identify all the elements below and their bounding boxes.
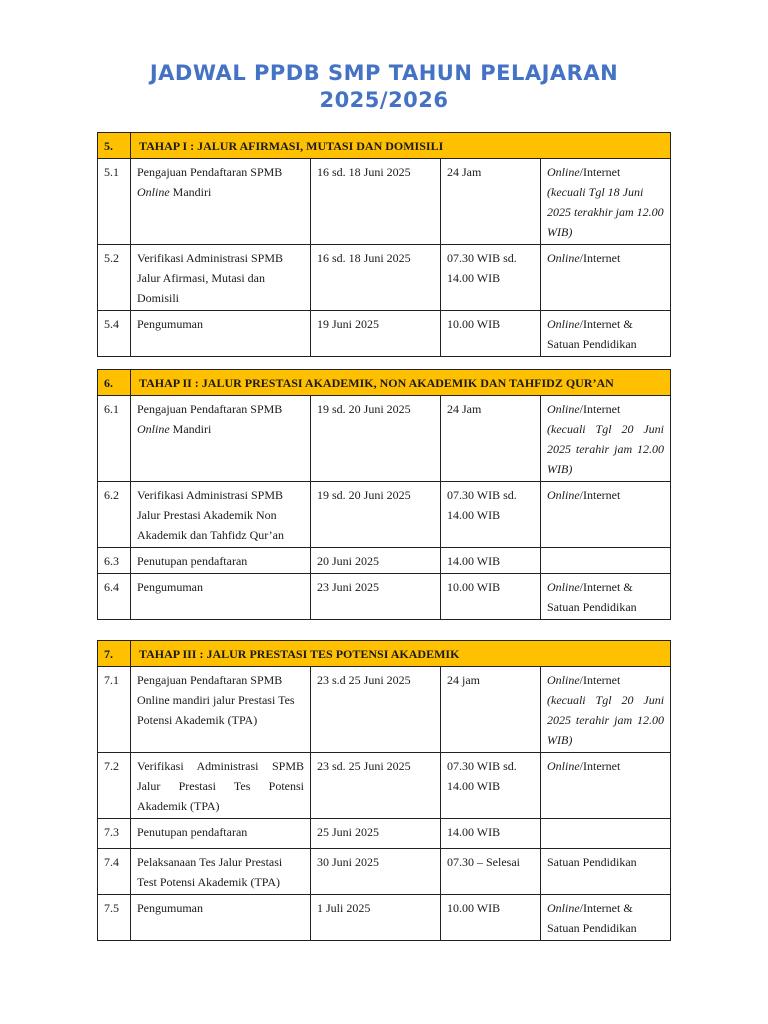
place-online-text: Online [547,317,580,331]
row-place [541,819,671,849]
activity-online-text: Online [137,422,170,436]
page-title-line-2: 2025/2026 [319,88,449,112]
row-date: 19 sd. 20 Juni 2025 [311,482,441,548]
stage-number: 7. [98,641,131,667]
table-row [98,819,671,849]
row-activity: Pengajuan Pendaftaran SPMB Online mandiri jalur Prestasi Tes Potensi Akademik (TPA) [131,667,311,753]
stage-header-row [98,641,671,667]
row-activity: Pengumuman [131,574,311,620]
table-row [98,753,671,819]
row-date: 23 Juni 2025 [311,574,441,620]
place-online-text: Online [547,402,580,416]
table-row [98,548,671,574]
row-date: 16 sd. 18 Juni 2025 [311,245,441,311]
row-number: 7.3 [98,819,131,849]
row-number: 6.4 [98,574,131,620]
place-text-line-2: Satuan Pendidikan [547,337,637,351]
row-activity: Pelaksanaan Tes Jalur Prestasi Test Potensi Akademik (TPA) [131,849,311,895]
row-number: 7.1 [98,667,131,753]
place-text-line-2: Satuan Pendidikan [547,600,637,614]
stage-number: 6. [98,370,131,396]
row-time: 24 Jam [441,396,541,482]
place-online-text: Online [547,251,580,265]
table-tahap-3 [97,640,671,941]
row-time: 24 jam [441,667,541,753]
row-number: 6.3 [98,548,131,574]
table-row [98,574,671,620]
place-online-text: Online [547,165,580,179]
row-activity: Penutupan pendaftaran [131,819,311,849]
row-place [541,245,671,311]
place-text-line-2: Satuan Pendidikan [547,921,637,935]
row-date: 20 Juni 2025 [311,548,441,574]
row-time: 10.00 WIB [441,895,541,941]
place-note: (kecuali Tgl 18 Juni 2025 terakhir jam 12.00 WIB) [547,185,664,239]
row-activity [131,396,311,482]
row-activity: Pengumuman [131,311,311,357]
row-number: 6.1 [98,396,131,482]
place-text: Satuan Pendidikan [547,855,637,869]
row-date: 19 Juni 2025 [311,311,441,357]
table-row [98,482,671,548]
row-number: 7.5 [98,895,131,941]
row-time: 07.30 WIB sd. 14.00 WIB [441,753,541,819]
activity-text: Pengajuan Pendaftaran SPMB [137,165,283,179]
row-number: 5.1 [98,159,131,245]
stage-title: TAHAP II : JALUR PRESTASI AKADEMIK, NON AKADEMIK DAN TAHFIDZ QUR’AN [131,370,671,396]
table-row [98,396,671,482]
row-date: 30 Juni 2025 [311,849,441,895]
place-online-text: Online [547,580,580,594]
row-place [541,482,671,548]
row-activity: Verifikasi Administrasi SPMB Jalur Afirmasi, Mutasi dan Domisili [131,245,311,311]
table-row [98,895,671,941]
table-row [98,311,671,357]
place-text: /Internet [579,165,621,179]
row-time: 14.00 WIB [441,548,541,574]
table-row [98,159,671,245]
row-time: 10.00 WIB [441,574,541,620]
place-text: /Internet & [579,901,633,915]
place-online-text: Online [547,901,580,915]
row-date: 23 s.d 25 Juni 2025 [311,667,441,753]
page-title-line-1: JADWAL PPDB SMP TAHUN PELAJARAN [149,61,619,85]
place-text: /Internet [579,673,621,687]
stage-title: TAHAP III : JALUR PRESTASI TES POTENSI AKADEMIK [131,641,671,667]
row-date: 1 Juli 2025 [311,895,441,941]
table-tahap-1 [97,132,671,357]
row-number: 5.4 [98,311,131,357]
row-activity [131,159,311,245]
row-place [541,753,671,819]
stage-title: TAHAP I : JALUR AFIRMASI, MUTASI DAN DOMISILI [131,133,671,159]
row-time: 07.30 – Selesai [441,849,541,895]
row-time: 07.30 WIB sd. 14.00 WIB [441,482,541,548]
row-place [541,667,671,753]
table-row [98,245,671,311]
place-text: /Internet [579,251,621,265]
row-date: 19 sd. 20 Juni 2025 [311,396,441,482]
place-online-text: Online [547,488,580,502]
stage-header-row [98,370,671,396]
row-number: 7.4 [98,849,131,895]
row-activity: Pengumuman [131,895,311,941]
row-time: 10.00 WIB [441,311,541,357]
activity-text: Mandiri [169,422,212,436]
row-activity: Verifikasi Administrasi SPMB Jalur Prestasi Akademik Non Akademik dan Tahfidz Qur’an [131,482,311,548]
row-activity: Penutupan pendaftaran [131,548,311,574]
row-place [541,311,671,357]
row-number: 5.2 [98,245,131,311]
place-online-text: Online [547,759,580,773]
row-place [541,396,671,482]
row-date: 16 sd. 18 Juni 2025 [311,159,441,245]
row-activity: Verifikasi Administrasi SPMB Jalur Prestasi Tes Potensi Akademik (TPA) [131,753,311,819]
row-place [541,159,671,245]
place-text: /Internet [579,759,621,773]
place-text: /Internet & [579,580,633,594]
stage-header-row [98,133,671,159]
table-row [98,667,671,753]
row-number: 6.2 [98,482,131,548]
row-time: 24 Jam [441,159,541,245]
row-place [541,574,671,620]
row-date: 23 sd. 25 Juni 2025 [311,753,441,819]
row-place [541,849,671,895]
table-tahap-2 [97,369,671,620]
row-number: 7.2 [98,753,131,819]
place-text: /Internet [579,488,621,502]
activity-online-text: Online [137,185,170,199]
row-place [541,895,671,941]
place-online-text: Online [547,673,580,687]
place-note: (kecuali Tgl 20 Juni 2025 terahir jam 12.00 WIB) [547,693,665,747]
row-time: 07.30 WIB sd. 14.00 WIB [441,245,541,311]
place-note: (kecuali Tgl 20 Juni 2025 terahir jam 12.00 WIB) [547,422,665,476]
place-text: /Internet [579,402,621,416]
page-title [0,60,768,114]
row-place [541,548,671,574]
row-date: 25 Juni 2025 [311,819,441,849]
table-row [98,849,671,895]
stage-number: 5. [98,133,131,159]
activity-text: Pengajuan Pendaftaran SPMB [137,402,283,416]
place-text: /Internet & [579,317,633,331]
activity-text: Mandiri [169,185,212,199]
row-time: 14.00 WIB [441,819,541,849]
